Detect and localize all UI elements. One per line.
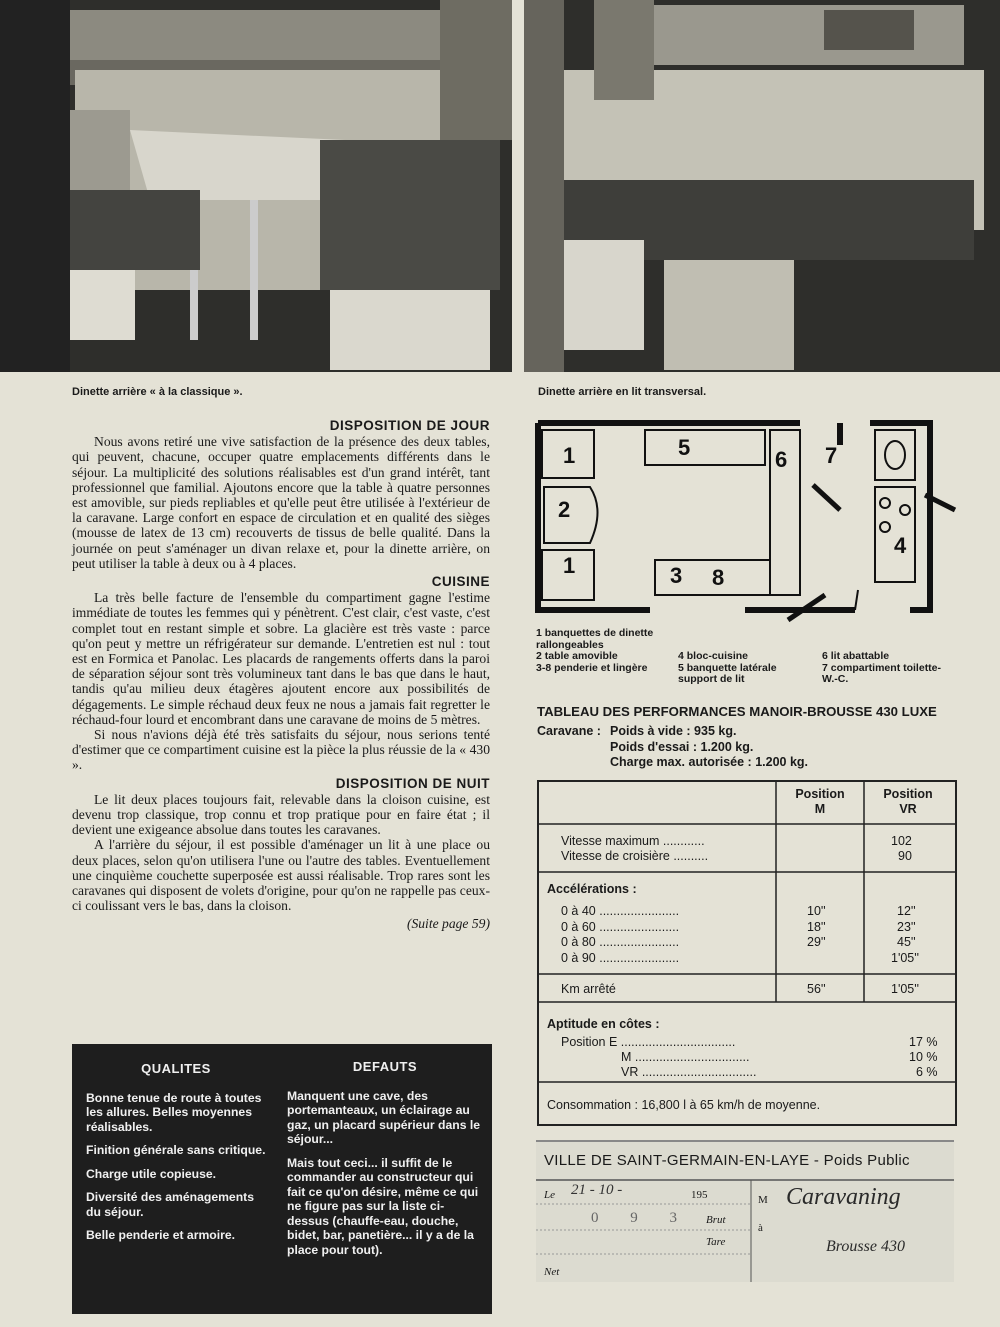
plan-label-7: 7: [825, 443, 838, 468]
col-header-m-line1: Position: [795, 787, 845, 801]
heading-disposition-nuit: DISPOSITION DE NUIT: [335, 775, 490, 791]
legend-item: 5 banquette latérale support de lit: [678, 661, 777, 685]
paragraph: Si nous n'avions déjà été très satisfaits du séjour, nous serions tenté d'estimer que ce compartiment cuisine est la pièce la plus réussie de la « 430 ».: [72, 727, 490, 773]
col-header-vr: [864, 787, 952, 817]
photo-dinette-lit: [524, 0, 1000, 372]
km-arrete-vr: 1'05'': [891, 982, 920, 996]
vitesse-crois-label: Vitesse de croisière ..........: [561, 849, 709, 863]
legend-item: 4 bloc-cuisine: [678, 650, 749, 662]
suite-page: (Suite page 59): [406, 915, 490, 931]
ticket-year: 195: [691, 1189, 708, 1201]
col-header-vr-line1: Position: [883, 787, 933, 801]
aptitude-row-label: Position E .................................: [561, 1035, 736, 1049]
accel-row-m: 29'': [807, 935, 826, 949]
weights: [610, 724, 808, 771]
defauts-column: [287, 1060, 483, 1266]
plan-label-6: 6: [775, 447, 788, 472]
aptitude-row-label: VR .................................: [621, 1065, 757, 1079]
aptitude-row-val: 6 %: [916, 1065, 938, 1079]
ticket-net: Net: [544, 1266, 560, 1278]
weight-line: Charge max. autorisée : 1.200 kg.: [610, 755, 809, 769]
caravane-label: Caravane :: [537, 724, 601, 738]
plan-label-8: 8: [712, 565, 725, 590]
photo-dinette-lit-art: [524, 0, 1000, 372]
accel-row-vr: 12'': [897, 904, 916, 918]
caption-left: Dinette arrière « à la classique ».: [72, 386, 243, 398]
plan-legend-col2: [678, 651, 808, 686]
ticket-hand-name: Caravaning: [786, 1184, 901, 1210]
aptitude-row-val: 17 %: [909, 1035, 938, 1049]
paragraph: A l'arrière du séjour, il est possible d'aménager un lit à une place ou deux places, selon qu'on utilisera l'une ou l'autre des tables. Eventuellement une cinquième couchette superposée est aussi réalisable. Trop rares sont les caravanes qui disposent de volets d'origine, pour qu'on ne rappelle pas ceux-ci coulissant vers le bas, dans la cloison.: [72, 837, 490, 914]
performance-title: TABLEAU DES PERFORMANCES MANOIR-BROUSSE 430 LUXE: [537, 704, 937, 719]
plan-label-5: 5: [678, 435, 691, 460]
legend-item: 2 table amovible: [536, 650, 618, 662]
accel-title: Accélérations :: [547, 882, 637, 896]
weight-line: Poids d'essai : 1.200 kg.: [610, 739, 754, 754]
col-header-m: [776, 787, 864, 817]
consommation: Consommation : 16,800 l à 65 km/h de moyenne.: [547, 1098, 821, 1112]
ticket-tare: Tare: [706, 1236, 726, 1248]
plan-label-3: 3: [670, 563, 683, 588]
ticket-date-hand: 21 - 10 -: [571, 1182, 623, 1198]
ticket-brut: Brut: [706, 1214, 726, 1226]
accel-row-m: 10'': [807, 904, 826, 918]
accel-row-label: 0 à 80 .......................: [561, 935, 680, 949]
ticket-hand-model: Brousse 430: [826, 1238, 905, 1255]
caption-right: Dinette arrière en lit transversal.: [538, 386, 707, 398]
km-arrete-m: 56'': [807, 982, 826, 996]
vitesse-max-vr: 102: [891, 834, 912, 848]
plan-legend-col3: [822, 651, 954, 686]
defauts-title: DEFAUTS: [352, 1059, 418, 1074]
weight-line: Poids à vide : 935 kg.: [610, 724, 737, 738]
defaut-item: Mais tout ceci... il suffit de le commander au constructeur qui fait ce qu'on désire, même ce qui ne figure pas sur la liste ci-dessus (chauffe-eau, douche, bidet, bar, panetière... il y a de la place pour tout).: [287, 1155, 479, 1257]
accel-row-label: 0 à 90 .......................: [561, 951, 680, 965]
qualite-item: Bonne tenue de route à toutes les allures. Belles moyennes réalisables.: [86, 1090, 262, 1134]
heading-disposition-jour: DISPOSITION DE JOUR: [329, 418, 490, 433]
ticket-weight: 0 9 3: [591, 1210, 691, 1226]
defaut-item: Manquent une cave, des portemanteaux, un éclairage au gaz, un placard supérieur dans le séjour...: [287, 1088, 481, 1146]
qualite-item: Belle penderie et armoire.: [86, 1228, 236, 1242]
plan-label-2: 2: [558, 497, 571, 522]
accel-row-label: 0 à 40 .......................: [561, 904, 680, 918]
accel-row-label: 0 à 60 .......................: [561, 920, 680, 934]
qualites-column: [86, 1062, 266, 1252]
legend-item: 6 lit abattable: [822, 650, 890, 662]
col-header-m-line2: M: [814, 802, 826, 816]
plan-legend-col1: [536, 628, 676, 674]
ticket-header: VILLE DE SAINT-GERMAIN-EN-LAYE - Poids Public: [544, 1152, 910, 1169]
aptitude-row-val: 10 %: [909, 1050, 938, 1064]
paragraph: Nous avons retiré une vive satisfaction de la présence des deux tables, qui peuvent, chacune, occuper quatre emplacements différents dans le séjour. La multiplicité des solutions réalisables est d'un grand intérêt, tant professionnel que familial. Ajoutons encore que la table à quatre personnes est amovible, sur pieds repliables et qu'elle peut être utilisée à l'extérieur de la caravane. Large confort en espace de circulation et en qualité des sièges (mousse de latex de 13 cm) recouverts de tissus de belle qualité. Dans la journée on peut s'aménager un divan relaxe et, pour la dinette arrière, on peut utiliser la table à deux ou à 4 places.: [72, 434, 490, 571]
qualite-item: Diversité des aménagements du séjour.: [86, 1190, 254, 1219]
qualites-defauts-box: [72, 1044, 492, 1314]
legend-item: 1 banquettes de dinette rallongeables: [536, 627, 654, 651]
accel-row-vr: 23'': [897, 920, 916, 934]
accel-row-vr: 1'05'': [891, 951, 920, 965]
vitesse-max-label: Vitesse maximum ............: [561, 834, 705, 848]
accel-row-m: 18'': [807, 920, 826, 934]
photo-dinette-classique: [0, 0, 512, 372]
qualite-item: Charge utile copieuse.: [86, 1166, 217, 1181]
paragraph: Le lit deux places toujours fait, relevable dans la cloison cuisine, est devenu trop classique, trop connu et trop pratique pour en faire état ; il devient une exigeance absolue dans toutes les caravanes.: [72, 791, 490, 838]
plan-label-1-bottom: 1: [563, 553, 576, 578]
heading-cuisine: CUISINE: [431, 574, 490, 590]
paragraph: La très belle facture de l'ensemble du compartiment gagne l'estime immédiate de toutes les femmes qui y pénètrent. C'est clair, c'est vaste, c'est complet tout en restant simple et sobre. La glacière est très vaste : parce qu'on peut y mettre un réfrigérateur sur demande. L'entretien est nul : tout est en Formica et Panolac. Les placards de rangements offerts dans la paroi de séparation séjour sont très volumineux tant dans le bas que dans le haut, tandis qu'au milieu deux étagères ajoutent encore aux possibilités de dégagements. Le simple réchaud deux feux ne nous a jamais fait regretter le réchaud-four lourd et encombrant dans une caravane de moins de 5 mètres.: [72, 590, 490, 727]
ticket-le: Le: [544, 1189, 555, 1201]
legend-item: 7 compartiment toilette-W.-C.: [822, 661, 942, 685]
ticket-m: M: [758, 1194, 768, 1206]
qualite-item: Finition générale sans critique.: [86, 1143, 266, 1157]
plan-label-1-top: 1: [563, 443, 576, 468]
legend-item: 3-8 penderie et lingère: [536, 661, 648, 674]
aptitude-title: Aptitude en côtes :: [547, 1017, 660, 1031]
photo-dinette-classique-art: [0, 0, 512, 372]
col-header-vr-line2: VR: [899, 802, 917, 816]
floor-plan: [530, 415, 960, 625]
performance-table: [537, 780, 957, 1126]
plan-label-4: 4: [894, 533, 907, 558]
accel-row-vr: 45'': [897, 935, 916, 949]
vitesse-crois-vr: 90: [898, 849, 912, 863]
km-arrete-label: Km arrêté: [561, 982, 616, 996]
qualites-title: QUALITES: [141, 1061, 211, 1076]
aptitude-row-label: M .................................: [621, 1050, 750, 1064]
ticket-a: à: [758, 1222, 763, 1234]
weighbridge-ticket: [536, 1140, 954, 1282]
article-column: [72, 415, 490, 931]
